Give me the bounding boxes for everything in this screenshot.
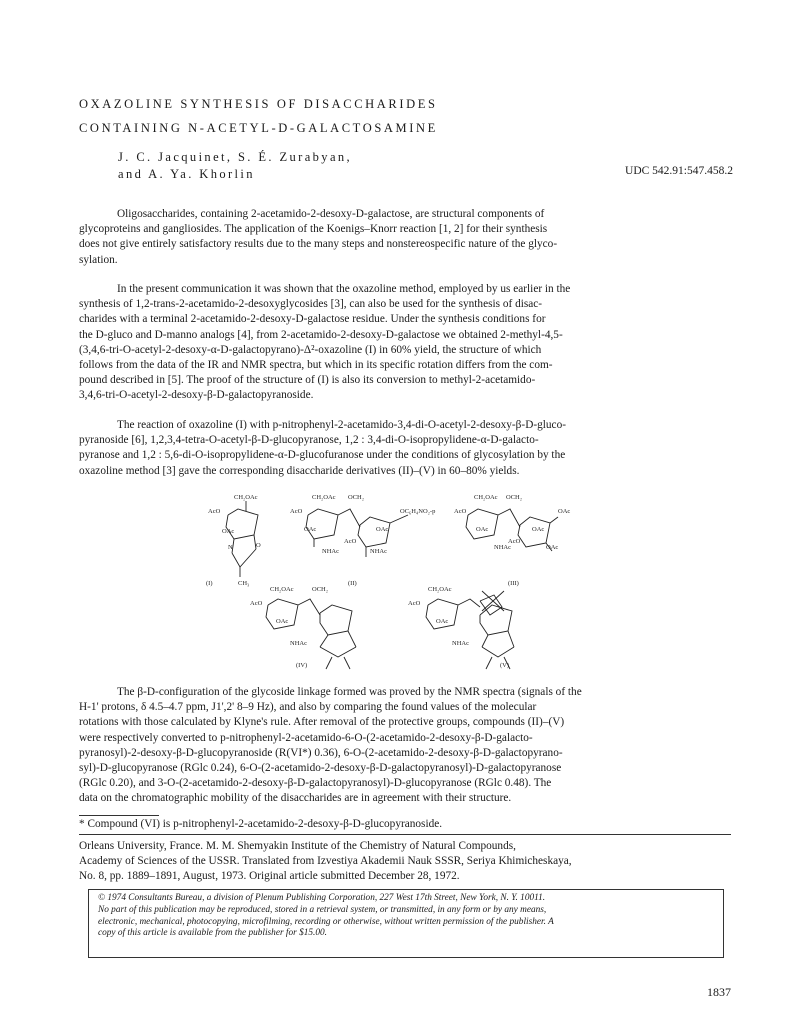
label-oac: OAc	[532, 526, 545, 533]
text-line: rotations with those calculated by Klyne's rule. After removal of the protective groups, compounds (II)–(V)	[79, 716, 565, 729]
paragraph-reaction	[79, 418, 729, 479]
text-line: syl)-D-glucopyranose (RGlc 0.24), 6-O-(2-acetamido-2-desoxy-β-D-galactopyranosyl)-D-galactopyranose	[79, 762, 562, 775]
compound-label-II: (II)	[348, 580, 357, 587]
text-line: data on the chromatographic mobility of the disaccharides are in agreement with their structure.	[79, 792, 512, 805]
copyright-line: electronic, mechanical, photocopying, microfilming, recording or otherwise, without written permission of the publisher. A	[98, 916, 554, 927]
label-aco: AcO	[290, 508, 303, 515]
text-line: 3,4,6-tri-O-acetyl-2-desoxy-β-D-galactopyranoside.	[79, 389, 314, 402]
compound-label-III: (III)	[508, 580, 519, 587]
footnote-rule	[79, 815, 159, 816]
label-oac: OAc	[276, 618, 289, 625]
label-oac: OAc	[304, 526, 317, 533]
text-line: In the present communication it was shown that the oxazoline method, employed by us earlier in the	[117, 283, 571, 295]
text-line: glycoproteins and gangliosides. The application of the Koenigs–Knorr reaction [1, 2] for their synthesis	[79, 223, 548, 236]
label-oc6h4no2: OC₆H₄NO₂-p	[400, 508, 436, 515]
compound-label-I: (I)	[206, 580, 213, 587]
copyright-line: © 1974 Consultants Bureau, a division of Plenum Publishing Corporation, 227 West 17th Street, New York, N. Y. 10011.	[98, 893, 546, 903]
label-ch2oac: CH₂OAc	[428, 586, 452, 593]
text-line: synthesis of 1,2-trans-2-acetamido-2-desoxyglycosides [3], can also be used for the synthesis of disac-	[79, 298, 543, 311]
text-line: the D-gluco and D-manno analogs [4], from 2-acetamido-2-desoxy-D-galactose we obtained 2-methyl-4,5-	[79, 328, 563, 341]
label-oac: OAc	[376, 526, 389, 533]
article-title-line-1: OXAZOLINE SYNTHESIS OF DISACCHARIDES	[79, 97, 438, 111]
label-ch2oac: CH₂OAc	[474, 494, 498, 501]
label-nhac: NHAc	[452, 640, 469, 647]
paragraph-configuration	[79, 685, 729, 807]
label-oac: OAc	[222, 528, 235, 535]
affiliation-line: Academy of Sciences of the USSR. Translated from Izvestiya Akademii Nauk SSSR, Seriya Khimicheskaya,	[79, 855, 572, 868]
label-aco: AcO	[408, 600, 421, 607]
paragraph-intro	[79, 207, 729, 268]
label-ch2oac: CH₂OAc	[234, 494, 258, 501]
label-oac: OAc	[476, 526, 489, 533]
text-line: oxazoline method [3] gave the corresponding disaccharide derivatives (II)–(V) in 60–80% yields.	[79, 464, 520, 477]
label-ch3: CH₃	[238, 580, 250, 587]
text-line: H-1' protons, δ 4.5–4.7 ppm, J1',2' 8–9 Hz), and also by comparing the found values of the molecular	[79, 701, 537, 714]
text-line: (3,4,6-tri-O-acetyl-2-desoxy-α-D-galactopyrano)-Δ²-oxazoline (I) in 60% yield, the structure of which	[79, 343, 542, 356]
label-ch2oac: CH₂OAc	[270, 586, 294, 593]
text-line: sylation.	[79, 253, 118, 266]
authors-line-2: and A. Ya. Khorlin	[118, 167, 255, 181]
text-line: pyranose and 1,2 : 5,6-di-O-isopropylidene-α-D-glucofuranose under the conditions of glycosylation by the	[79, 449, 566, 462]
page-number: 1837	[707, 985, 731, 999]
affiliation-line: Orleans University, France. M. M. Shemyakin Institute of the Chemistry of Natural Compounds,	[79, 840, 516, 852]
label-nhac: NHAc	[322, 548, 339, 555]
label-nhac: NHAc	[494, 544, 511, 551]
text-line: Oligosaccharides, containing 2-acetamido-2-desoxy-D-galactose, are structural components of	[117, 208, 545, 220]
label-aco: AcO	[454, 508, 467, 515]
label-n: N	[228, 544, 233, 551]
affiliation-line: No. 8, pp. 1889–1891, August, 1973. Original article submitted December 28, 1972.	[79, 870, 460, 883]
text-line: does not give entirely satisfactory results due to the many steps and nonstereospecific nature of the glyco-	[79, 238, 558, 251]
label-aco: AcO	[508, 538, 521, 545]
compound-label-V: (V)	[500, 662, 510, 669]
text-line: (RGlc 0.20), and 3-O-(2-acetamido-2-desoxy-β-D-galactopyranosyl)-D-glucopyranose (RGlc 0.48). The	[79, 777, 552, 790]
udc-code: UDC 542.91:547.458.2	[625, 165, 733, 177]
footnote: * Compound (VI) is p-nitrophenyl-2-acetamido-2-desoxy-β-D-glucopyranoside.	[79, 818, 443, 830]
authors-line-1: J. C. Jacquinet, S. É. Zurabyan,	[118, 150, 353, 164]
text-line: were respectively converted to p-nitrophenyl-2-acetamido-6-O-(2-acetamido-2-desoxy-β-D-galacto-	[79, 731, 533, 744]
label-aco: AcO	[250, 600, 263, 607]
label-o: O	[256, 542, 261, 549]
paragraph-method	[79, 282, 729, 404]
label-och2: OCH₂	[312, 586, 328, 593]
text-line: The reaction of oxazoline (I) with p-nitrophenyl-2-acetamido-3,4-di-O-acetyl-2-desoxy-β-D-gluco-	[117, 419, 566, 431]
label-oac: OAc	[558, 508, 571, 515]
label-nhac: NHAc	[370, 548, 387, 555]
label-oac: OAc	[436, 618, 449, 625]
text-line: charides with a terminal 2-acetamido-2-desoxy-D-galactose residue. Under the synthesis conditions for	[79, 313, 546, 326]
label-oac: OAc	[546, 544, 559, 551]
text-line: The β-D-configuration of the glycoside linkage formed was proved by the NMR spectra (signals of the	[117, 686, 582, 698]
copyright-notice	[98, 893, 718, 940]
label-ch2oac: CH₂OAc	[312, 494, 336, 501]
label-och2: OCH₂	[348, 494, 364, 501]
text-line: pound described in [5]. The proof of the structure of (I) is also its conversion to methyl-2-acetamido-	[79, 374, 536, 387]
text-line: pyranosyl)-2-desoxy-β-D-glucopyranoside (R(VI*) 0.36), 6-O-(2-acetamido-2-desoxy-β-D-galactopyrano-	[79, 746, 563, 759]
affiliation	[79, 839, 729, 885]
affiliation-rule	[79, 834, 731, 835]
label-och2: OCH₂	[506, 494, 522, 501]
text-line: follows from the data of the IR and NMR spectra, but which in its specific rotation differs from the com-	[79, 359, 553, 372]
copyright-line: copy of this article is available from the publisher for $15.00.	[98, 928, 327, 939]
text-line: pyranoside [6], 1,2,3,4-tetra-O-acetyl-β-D-glucopyranose, 1,2 : 3,4-di-O-isopropylidene-α-D-galacto-	[79, 434, 539, 447]
label-nhac: NHAc	[290, 640, 307, 647]
label-aco: AcO	[344, 538, 357, 545]
article-title-line-2: CONTAINING N-ACETYL-D-GALACTOSAMINE	[79, 121, 438, 135]
chemical-structures-scheme	[200, 487, 620, 677]
copyright-line: No part of this publication may be reproduced, stored in a retrieval system, or transmitted, in any form or by any means,	[98, 904, 547, 915]
label-aco: AcO	[208, 508, 221, 515]
compound-label-IV: (IV)	[296, 662, 308, 669]
